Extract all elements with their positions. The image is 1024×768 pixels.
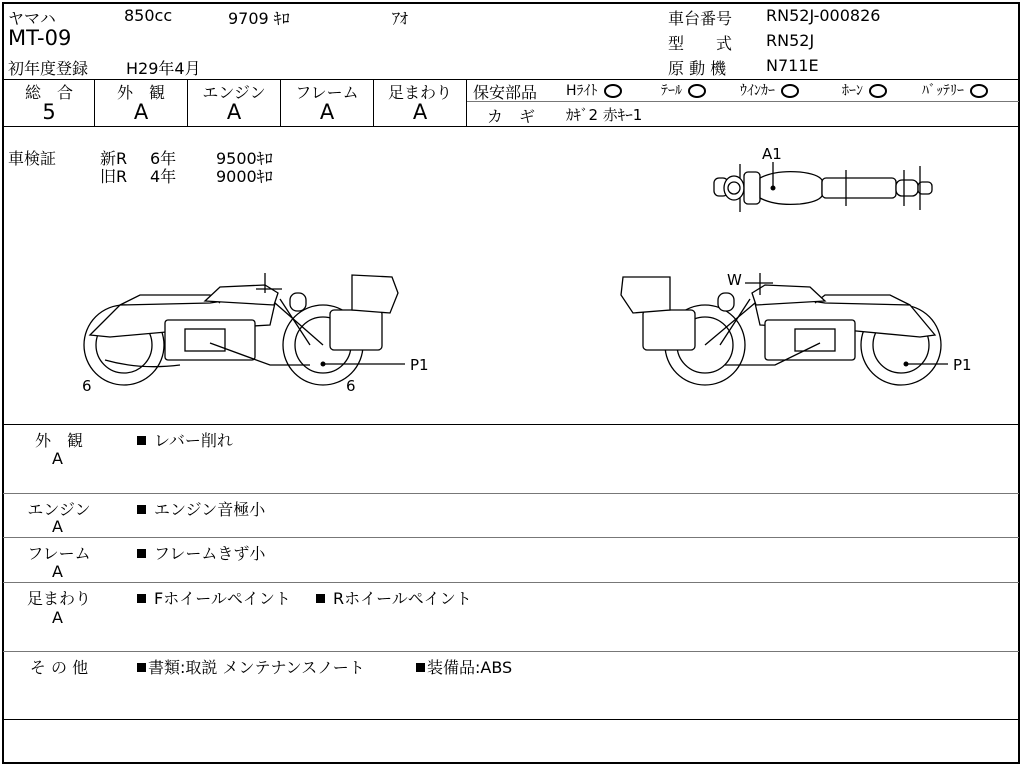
maker: ヤマハ	[8, 9, 56, 28]
key-label: カ ギ	[487, 107, 536, 126]
divider	[3, 493, 1019, 494]
divider	[3, 424, 1019, 425]
grade-header-engine: エンジン	[202, 83, 266, 102]
displacement: 850cc	[124, 6, 173, 25]
remark-note-engine: エンジン音極小	[137, 497, 265, 520]
remark-grade-frame: A	[52, 562, 63, 581]
engine-label: 原 動 機	[668, 59, 727, 78]
motorcycle-left-view	[60, 265, 450, 400]
ok-circle-icon	[688, 84, 706, 98]
divider	[3, 582, 1019, 583]
bullet-square-icon	[316, 594, 325, 603]
mark-p1-right: P1	[953, 356, 972, 374]
inspection-new-years: 6年	[150, 149, 177, 168]
remark-grade-suspension: A	[52, 608, 63, 627]
divider	[3, 651, 1019, 652]
mileage: 9709 ｷﾛ	[228, 9, 290, 28]
bullet-square-icon	[137, 505, 146, 514]
grade-suspension: A	[412, 100, 428, 124]
bullet-square-icon	[416, 663, 425, 672]
inspection-new-label: 新R	[100, 149, 128, 168]
first-registration-value: H29年4月	[126, 59, 201, 78]
color: ｱｵ	[392, 9, 409, 28]
remark-category-frame: フレーム	[27, 544, 91, 563]
remark-category-engine: エンジン	[27, 500, 91, 519]
motorcycle-top-view	[700, 140, 950, 220]
safety-battery: ﾊﾞｯﾃﾘｰ	[922, 80, 988, 100]
remark-category-other: そ の 他	[29, 658, 89, 677]
inspection-old-years: 4年	[150, 167, 177, 186]
remark-note-frame: フレームきず小	[137, 541, 265, 564]
grade-header-frame: フレーム	[295, 83, 359, 102]
safety-horn: ﾎｰﾝ	[842, 80, 887, 100]
remark-note-other-2: 装備品:ABS	[416, 655, 512, 678]
inspection-new-price: 9500ｷﾛ	[216, 149, 273, 168]
ok-circle-icon	[604, 84, 622, 98]
ok-circle-icon	[781, 84, 799, 98]
bullet-square-icon	[137, 549, 146, 558]
safety-winker: ｳｲﾝｶｰ	[740, 80, 799, 100]
first-registration-label: 初年度登録	[8, 59, 89, 78]
bullet-square-icon	[137, 436, 146, 445]
mark-6-front: 6	[346, 377, 356, 395]
mark-6-rear: 6	[82, 377, 92, 395]
grade-header-exterior: 外 観	[116, 83, 165, 102]
divider	[466, 79, 467, 126]
mark-p1-left: P1	[410, 356, 429, 374]
engine-value: N711E	[766, 56, 819, 75]
key-value: ｶｷﾞ2 赤ｷｰ1	[566, 106, 643, 124]
grade-header-suspension: 足まわり	[387, 83, 452, 102]
remark-note-exterior: レバー削れ	[137, 428, 233, 451]
ok-circle-icon	[869, 84, 887, 98]
remark-note-other: 書類:取説 メンテナンスノート	[137, 655, 365, 678]
frame-no-label: 車台番号	[668, 9, 733, 28]
grade-exterior: A	[133, 100, 149, 124]
motorcycle-right-view	[615, 265, 985, 390]
grade-overall: 5	[42, 100, 56, 124]
remark-category-exterior: 外 観	[34, 431, 83, 450]
remark-note-suspension: Fホイールペイント	[137, 586, 291, 609]
inspection-old-label: 旧R	[100, 167, 128, 186]
remark-grade-engine: A	[52, 517, 63, 536]
bullet-square-icon	[137, 663, 146, 672]
grade-header-overall: 総 合	[24, 83, 73, 102]
divider	[467, 101, 1019, 102]
safety-label: 保安部品	[473, 83, 538, 102]
remark-grade-exterior: A	[52, 449, 63, 468]
remark-note-suspension-2: Rホイールペイント	[316, 586, 472, 609]
divider	[3, 537, 1019, 538]
type-label: 型 式	[668, 34, 733, 53]
grade-frame: A	[319, 100, 335, 124]
remark-category-suspension: 足まわり	[26, 589, 91, 608]
ok-circle-icon	[970, 84, 988, 98]
divider	[3, 719, 1019, 720]
inspection-label: 車検証	[8, 149, 57, 168]
inspection-old-price: 9000ｷﾛ	[216, 167, 273, 186]
mark-w: W	[727, 271, 742, 289]
frame-no-value: RN52J-000826	[766, 6, 881, 25]
safety-tail: ﾃｰﾙ	[661, 80, 706, 100]
type-value: RN52J	[766, 31, 815, 50]
model-name: MT-09	[8, 26, 72, 50]
bullet-square-icon	[137, 594, 146, 603]
mark-a1: A1	[762, 145, 782, 163]
grade-engine: A	[226, 100, 242, 124]
safety-headlight: Hﾗｲﾄ	[566, 80, 622, 100]
